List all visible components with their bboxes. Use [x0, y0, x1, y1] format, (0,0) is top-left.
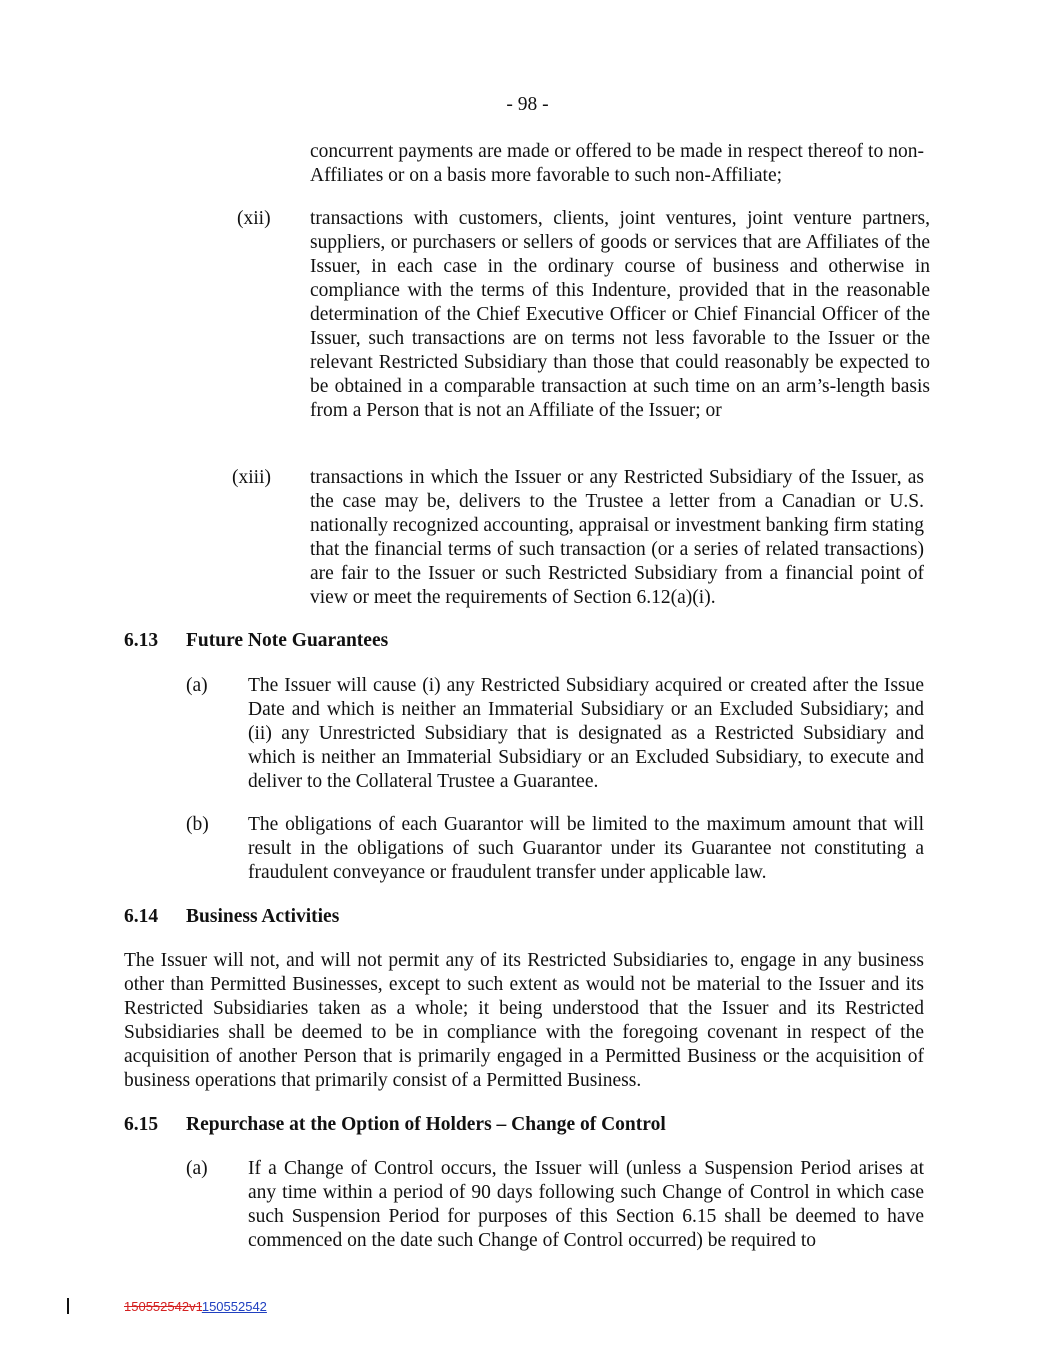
paragraph-label-6-15-a: (a): [186, 1158, 208, 1179]
continuation-paragraph: concurrent payments are made or offered to be made in respect thereof to non-Affiliates or on a basis more favorable to such non-Affiliate;: [310, 141, 924, 186]
section-number: 6.14: [124, 906, 159, 927]
item-label-xiii: (xiii): [232, 467, 271, 488]
paragraph-text-6-13-a: The Issuer will cause (i) any Restricted Subsidiary acquired or created after the Issue Date and which is neither an Immaterial Subsidiary or an Excluded Subsidiary; and (ii) any Unrestricted Subsidiary that is designated as a Restricted Subsidiary and which is neither an Immaterial Subsidiary or an Excluded Subsidiary, to execute and deliver to the Collateral Trustee a Guarantee.: [248, 675, 924, 792]
paragraph-text-6-13-b: The obligations of each Guarantor will be limited to the maximum amount that will result in the obligations of such Guarantor under its Guarantee not constituting a fraudulent conveyance or fraudulent transfer under applicable law.: [248, 814, 924, 883]
section-title: Business Activities: [186, 906, 340, 927]
item-text-xii: transactions with customers, clients, joint ventures, joint venture partners, suppliers, or purchasers or sellers of goods or services that are Affiliates of the Issuer, in each case in the ordinary course of business and otherwise in compliance with the terms of this Indenture, provided that in the reasonable determination of the Chief Executive Officer or Chief Financial Officer of the Issuer, such transactions are on terms not less favorable to the Issuer or the relevant Restricted Subsidiary than those that could reasonably be expected to be obtained in a comparable transaction at such time on an arm’s-length basis from a Person that is not an Affiliate of the Issuer; or: [310, 208, 930, 421]
deleted-document-id: 150552542v1: [124, 1299, 202, 1314]
section-number: 6.15: [124, 1114, 159, 1135]
paragraph-label-6-13-a: (a): [186, 675, 208, 696]
inserted-document-id: 150552542: [201, 1299, 267, 1314]
section-title: Repurchase at the Option of Holders – Change of Control: [186, 1114, 666, 1135]
page-number: - 98 -: [506, 94, 549, 115]
change-bar: [67, 1298, 69, 1314]
section-number: 6.13: [124, 630, 159, 651]
document-id-footer: [124, 1299, 267, 1315]
item-label-xii: (xii): [237, 208, 271, 229]
section-title: Future Note Guarantees: [186, 630, 389, 651]
item-text-xiii: transactions in which the Issuer or any Restricted Subsidiary of the Issuer, as the case may be, delivers to the Trustee a letter from a Canadian or U.S. nationally recognized accounting, appraisal or investment banking firm stating that the financial terms of such transaction (or a series of related transactions) are fair to the Issuer or such Restricted Subsidiary from a financial point of view or meet the requirements of Section 6.12(a)(i).: [310, 467, 924, 608]
section-body-6-14: The Issuer will not, and will not permit any of its Restricted Subsidiaries to, engage in any business other than Permitted Businesses, except to such extent as would not be material to the Issuer and its Restricted Subsidiaries taken as a whole; it being understood that the Issuer and its Restricted Subsidiaries shall be deemed to be in compliance with the foregoing covenant in respect of the acquisition of another Person that is primarily engaged in a Permitted Business or the acquisition of business operations that primarily consist of a Permitted Business.: [124, 950, 924, 1091]
paragraph-text-6-15-a: If a Change of Control occurs, the Issuer will (unless a Suspension Period arises at any time within a period of 90 days following such Change of Control in which case such Suspension Period for purposes of this Section 6.15 shall be deemed to have commenced on the date such Change of Control occurred) be required to: [248, 1158, 924, 1251]
paragraph-label-6-13-b: (b): [186, 814, 209, 835]
